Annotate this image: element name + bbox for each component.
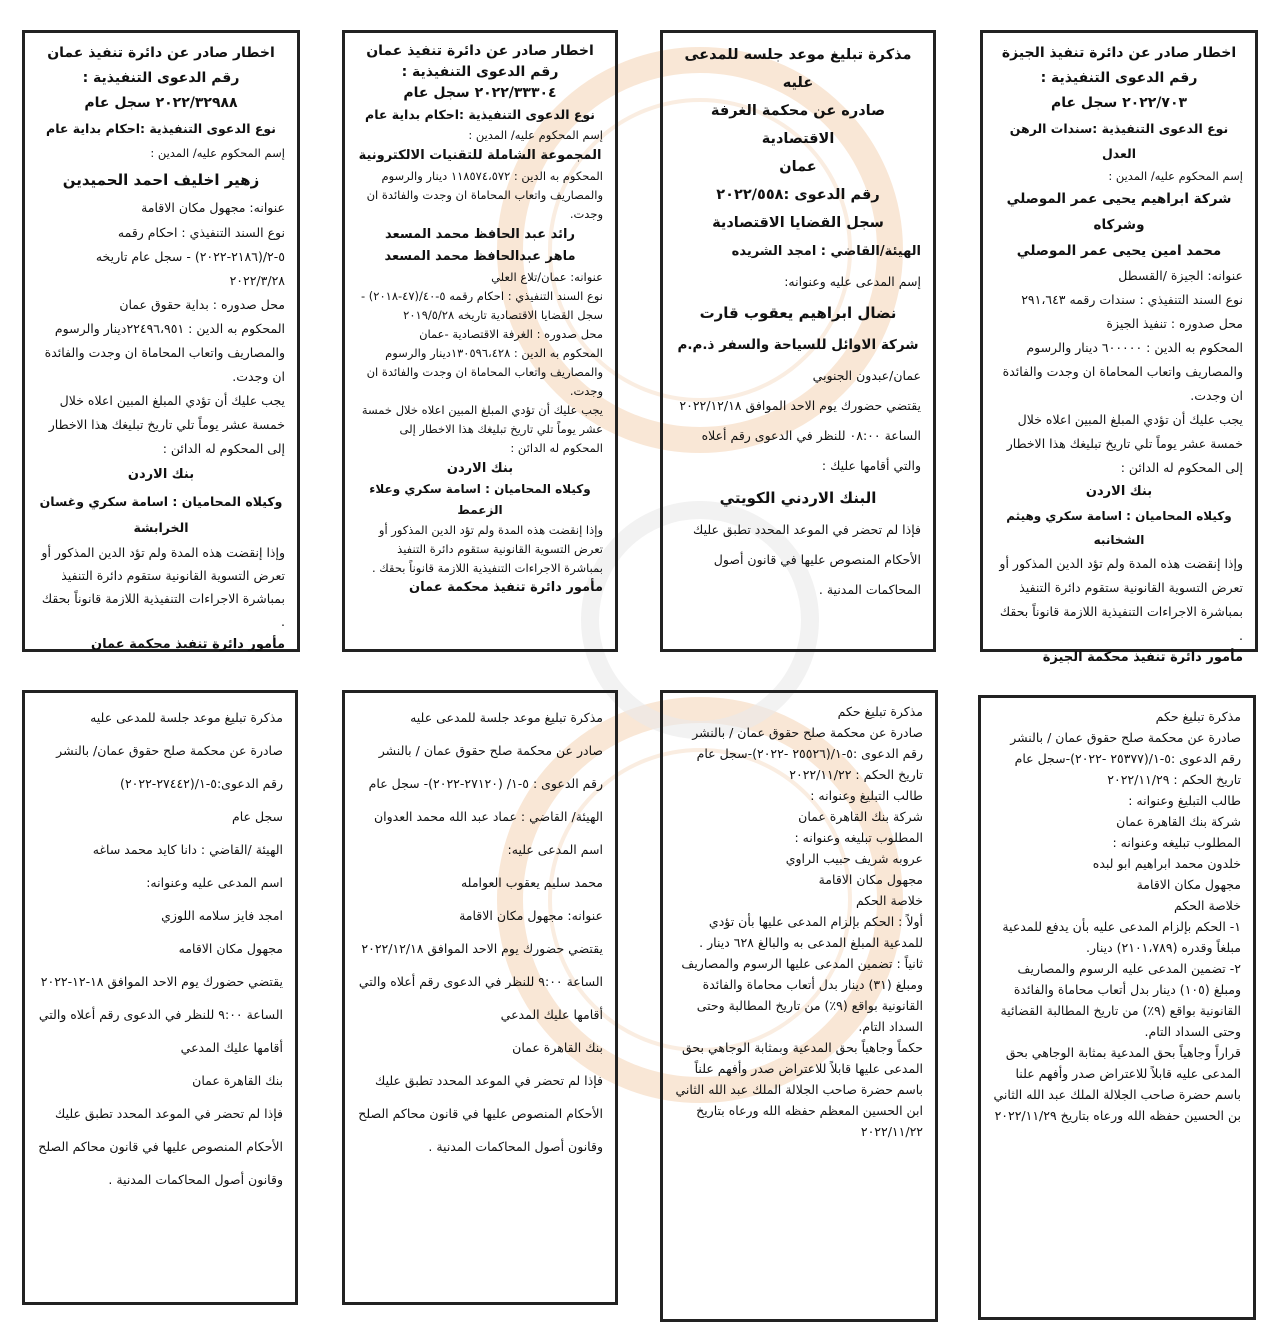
requester-label: طالب التبليغ وعنوانه : <box>1128 793 1241 808</box>
plaintiff: بنك القاهرة عمان <box>512 1040 603 1055</box>
debtor-name: ماهر عبدالحافظ محمد المسعد <box>384 249 576 264</box>
requester: شركة بنك القاهرة عمان <box>798 809 923 824</box>
recipient-address: مجهول مكان الاقامة <box>1136 877 1241 892</box>
creditor: بنك الاردن <box>446 461 514 476</box>
case-number: رقم الدعوى : ٥-١/ (٢٧١٢٠-٢٠٢٢)- سجل عام <box>368 776 603 791</box>
case-number: ٢٠٢٢/٣٢٩٨٨ سجل عام <box>84 95 238 111</box>
debtor-name: رائد عبد الحافظ محمد المسعد <box>385 227 575 242</box>
notice-hearing-27442 <box>22 690 298 1305</box>
case-number: رقم الدعوى:٥-١/(٢٧٤٤٢-٢٠٢٢) <box>120 776 283 791</box>
judge: الهيئة/ القاضي : عماد عبد الله محمد العدوان <box>373 809 603 824</box>
court: صادر عن محكمة صلح حقوق عمان / بالنشر <box>378 743 603 758</box>
case-number: رقم الدعوى :٥-١/(٢٥٥٢٦ -٢٠٢٢)-سجل عام <box>696 746 923 761</box>
recipient-address: مجهول مكان الاقامة <box>818 872 923 887</box>
debtor-name: زهير اخليف احمد الحميدين <box>62 171 260 189</box>
judgment-date: تاريخ الحكم : ٢٠٢٢/١١/٢٢ <box>789 767 923 782</box>
case-number: رقم الدعوى :٥-١/(٢٥٣٧٧ -٢٠٢٢)-سجل عام <box>1014 751 1241 766</box>
notice-header: صادره عن محكمة الغرفة الاقتصادية <box>710 103 886 147</box>
notice-title: مذكرة تبليغ موعد جلسة للمدعى عليه <box>90 710 283 725</box>
creditor: بنك الاردن <box>127 467 195 482</box>
plaintiff: البنك الاردني الكويتي <box>719 489 877 507</box>
debtor-label: إسم المحكوم عليه/ المدين : <box>150 146 285 160</box>
ruling-2: ثانياً : تضمين المدعى عليها الرسوم والمصاريف ومبلغ (٣١) دينار بدل أتعاب محاماة والفائدة القانونية بواقع (٩٪) من تاريخ المطالبة وحتى السداد التام. <box>681 956 923 1034</box>
deed-type: نوع السند التنفيذي : احكام رقمه ٥-٤٠/(٤٧-٢٠١٨) - سجل القضايا الاقتصادية تاريخه ٢٠١٩/٥/٢٨ <box>361 289 603 322</box>
case-registry: سجل القضايا الاقتصادية <box>712 215 884 231</box>
ruling-closing: حكماً وجاهياً بحق المدعية وبمثابة الوجاهي بحق المدعى عليها قابلاً للاعتراض صدر وأفهم علناً باسم حضرة صاحب الجلالة الملك عبد الله الثاني ابن الحسين المعظم حفظه الله ورعاه بتاريخ ٢٠٢٢/١١/٢٢ <box>675 1040 923 1139</box>
case-type: نوع الدعوى التنفيذية :احكام بداية عام <box>46 121 276 136</box>
creditor: بنك الاردن <box>1085 484 1153 499</box>
issued-by: محل صدوره : الغرفة الاقتصادية -عمان <box>419 327 603 341</box>
amount: المحكوم به الدين : ١٣٠٥٩٦،٤٢٨دينار والرسوم والمصاريف واتعاب المحاماة ان وجدت والفائدة ان وجدت. <box>366 346 603 398</box>
debtor-label: إسم المحكوم عليه/ المدين : <box>468 128 603 142</box>
recipient: خلدون محمد ابراهيم ابو لبده <box>1092 856 1241 871</box>
court: صادرة عن محكمة صلح حقوق عمان/ بالنشر <box>56 743 283 758</box>
ruling-2: ٢- تضمين المدعى عليه الرسوم والمصاريف ومبلغ (١٠٥) دينار بدل أتعاب محاماة والفائدة القانونية بواقع (٩٪) من تاريخ المطالبة القضائية وحتى السداد التام. <box>1000 961 1241 1039</box>
judgment-date: تاريخ الحكم : ٢٠٢٢/١١/٢٩ <box>1107 772 1241 787</box>
debtor-name: محمد امين يحيى عمر الموصلي <box>1016 243 1222 259</box>
recipient: عروبه شريف حبيب الراوي <box>785 851 923 866</box>
debtor-label: إسم المحكوم عليه/ المدين : <box>1108 169 1243 183</box>
warning: فإذا لم تحضر في الموعد المحدد تطبق عليك الأحكام المنصوص عليها في قانون محاكم الصلح وقانون أصول المحاكمات المدنية . <box>38 1106 283 1187</box>
plaintiff: بنك القاهرة عمان <box>192 1073 283 1088</box>
payment-instruction: يجب عليك أن تؤدي المبلغ المبين اعلاه خلال خمسة عشر يوماً تلي تاريخ تبليغك هذا الاخطار إلى المحكوم له الدائن : <box>1006 412 1243 475</box>
amount: المحكوم به الدين : ٦٠٠٠٠٠ دينار والرسوم والمصاريف واتعاب المحاماة ان وجدت والفائدة ان وجدت. <box>1002 340 1243 403</box>
deed-type: نوع السند التنفيذي : احكام رقمه ٥-٢/(٢١٨٦-٢٠٢٢) - سجل عام تاريخه ٢٠٢٢/٣/٢٨ <box>95 225 285 288</box>
notice-title: مذكرة تبليغ حكم <box>837 704 923 719</box>
address: عمان/عبدون الجنوبي <box>812 368 921 383</box>
notice-header: رقم الدعوى التنفيذية : <box>401 64 559 80</box>
notice-header: مذكرة تبليغ موعد جلسه للمدعى عليه <box>684 47 912 91</box>
requester: شركة بنك القاهرة عمان <box>1116 814 1241 829</box>
case-number: ٢٠٢٢/٣٣٣٠٤ سجل عام <box>403 85 557 101</box>
defendant-name: نضال ابراهيم يعقوب قارت <box>699 304 897 322</box>
defendant-label: إسم المدعى عليه وعنوانه: <box>784 274 921 289</box>
notice-header: اخطار صادر عن دائرة تنفيذ عمان <box>47 45 275 61</box>
address: عنوانه: مجهول مكان الاقامة <box>141 200 285 215</box>
notice-execution-jiza <box>980 30 1258 665</box>
case-number: رقم الدعوى :٢٠٢٢/٥٥٨ <box>716 187 880 203</box>
recipient-label: المطلوب تبليغه وعنوانه : <box>1112 835 1241 850</box>
summary-label: خلاصة الحكم <box>1173 898 1241 913</box>
notice-header: رقم الدعوى التنفيذية : <box>82 70 240 86</box>
notice-header: رقم الدعوى التنفيذية : <box>1040 70 1198 86</box>
ruling-1: ١- الحكم بإلزام المدعى عليه بأن يدفع للمدعية مبلغاً وقدره (٢١٠١،٧٨٩) دينار. <box>1002 919 1241 955</box>
notice-execution-amman-32988 <box>22 30 300 652</box>
defendant-name: شركة الاوائل للسياحة والسفر ذ.م.م <box>677 337 919 353</box>
amount: المحكوم به الدين : ٢٢٤٩٦،٩٥١دينار والرسوم والمصاريف واتعاب المحاماة ان وجدت والفائدة ان وجدت. <box>44 321 285 384</box>
notice-judgment-25526 <box>660 690 938 1322</box>
notice-header: اخطار صادر عن دائرة تنفيذ عمان <box>366 43 594 59</box>
notice-hearing-27120 <box>342 690 618 1305</box>
warning: وإذا إنقضت هذه المدة ولم تؤد الدين المذكور أو تعرض التسوية القانونية ستقوم دائرة التنفيذ بمباشرة الاجراءات التنفيذية اللازمة قانوناً بحقك . <box>999 556 1243 643</box>
case-number: ٢٠٢٢/٧٠٣ سجل عام <box>1050 95 1188 111</box>
warning: فإذا لم تحضر في الموعد المحدد تطبق عليك الأحكام المنصوص عليها في قانون محاكم الصلح وقانون أصول المحاكمات المدنية . <box>358 1073 603 1154</box>
lawyers: الخرابشة <box>133 520 189 535</box>
hearing-text: يقتضي حضورك يوم الاحد الموافق ٢٠٢٢/١٢/١٨ الساعة ٩:٠٠ للنظر في الدعوى رقم أعلاه والتي أقامها عليك المدعي <box>358 941 603 1022</box>
lawyers: وكيلاه المحاميان : اسامة سكري وعلاء الزعمط <box>369 482 591 517</box>
warning: فإذا لم تحضر في الموعد المحدد تطبق عليك الأحكام المنصوص عليها في قانون أصول المحاكمات المدنية . <box>693 522 921 597</box>
debtor-name: شركة ابراهيم يحيى عمر الموصلي وشركاه <box>1006 191 1232 233</box>
case-registry: سجل عام <box>232 809 283 824</box>
defendant-name: محمد سليم يعقوب العوامله <box>460 875 603 890</box>
defendant-label: اسم المدعى عليه: <box>507 842 603 857</box>
court: صادرة عن محكمة صلح حقوق عمان / بالنشر <box>692 725 923 740</box>
notice-title: مذكرة تبليغ موعد جلسة للمدعى عليه <box>410 710 603 725</box>
payment-instruction: يجب عليك أن تؤدي المبلغ المبين اعلاه خلال خمسة عشر يوماً تلي تاريخ تبليغك هذا الاخطار إلى المحكوم له الدائن : <box>361 403 603 455</box>
hearing-text: يقتضي حضورك يوم الاحد الموافق ٢٠٢٢/١٢/١٨ الساعة ٠٨:٠٠ للنظر في الدعوى رقم أعلاه والتي أقامها عليك : <box>679 398 921 473</box>
address: عنوانه: الجيزة /القسطل <box>1118 268 1243 283</box>
lawyers: وكيلاه المحاميان : اسامة سكري وهيثم الشخانبه <box>1006 509 1232 547</box>
warning: وإذا إنقضت هذه المدة ولم تؤد الدين المذكور أو تعرض التسوية القانونية ستقوم دائرة التنفيذ بمباشرة الاجراءات التنفيذية اللازمة قانوناً بحقك . <box>372 523 603 575</box>
case-type: نوع الدعوى التنفيذية :احكام بداية عام <box>365 107 595 122</box>
issued-by: محل صدوره : بداية حقوق عمان <box>119 297 285 312</box>
ruling-closing: قراراً وجاهياً بحق المدعية بمثابة الوجاهي بحق المدعى عليه قابلاً للاعتراض صدر وأفهم علنا باسم حضرة صاحب الجلالة الملك عبد الله الثاني بن الحسين حفظه الله ورعاه بتاريخ ٢٠٢٢/١١/٢٩ <box>993 1045 1241 1123</box>
notice-hearing-economic-court <box>660 30 936 652</box>
lawyers: وكيلاه المحاميان : اسامة سكري وغسان <box>39 494 283 509</box>
address: مجهول مكان الاقامه <box>178 941 283 956</box>
notice-header: اخطار صادر عن دائرة تنفيذ الجيزة <box>1001 45 1237 61</box>
recipient-label: المطلوب تبليغه وعنوانه : <box>794 830 923 845</box>
case-type: نوع الدعوى التنفيذية :سندات الرهن العدل <box>1009 121 1229 161</box>
payment-instruction: يجب عليك أن تؤدي المبلغ المبين اعلاه خلال خمسة عشر يوماً تلي تاريخ تبليغك هذا الاخطار إلى المحكوم له الدائن : <box>48 393 285 456</box>
judge: الهيئة/القاضي : امجد الشريده <box>731 244 921 259</box>
issued-by: محل صدوره : تنفيذ الجيزة <box>1106 316 1243 331</box>
signature: مأمور دائرة تنفيذ محكمة عمان <box>409 580 603 595</box>
address: عنوانه: مجهول مكان الاقامة <box>459 908 603 923</box>
requester-label: طالب التبليغ وعنوانه : <box>810 788 923 803</box>
summary-label: خلاصة الحكم <box>855 893 923 908</box>
deed-type: نوع السند التنفيذي : سندات رقمه ٢٩١،٦٤٣ <box>1021 292 1243 307</box>
judge: الهيئة /القاضي : دانا كايد محمد ساغه <box>92 842 283 857</box>
signature: مأمور دائرة تنفيذ محكمة عمان <box>91 637 285 652</box>
notice-title: مذكرة تبليغ حكم <box>1155 709 1241 724</box>
debtor-company: المجموعة الشاملة للتقنيات الالكترونية <box>358 148 602 163</box>
notice-judgment-25377 <box>978 695 1256 1320</box>
defendant-label: اسم المدعى عليه وعنوانه: <box>146 875 283 890</box>
defendant-name: امجد فايز سلامه اللوزي <box>161 908 283 923</box>
notice-header: عمان <box>779 159 817 175</box>
ruling-1: أولاً : الحكم بإلزام المدعى عليها بأن تؤدي للمدعية المبلغ المدعى به والبالغ ٦٢٨ دينار . <box>699 914 923 950</box>
court: صادرة عن محكمة صلح حقوق عمان / بالنشر <box>1010 730 1241 745</box>
address: عنوانه: عمان/تلاع العلي <box>491 270 603 284</box>
warning: وإذا إنقضت هذه المدة ولم تؤد الدين المذكور أو تعرض التسوية القانونية ستقوم دائرة التنفيذ بمباشرة الاجراءات التنفيذية اللازمة قانوناً بحقك . <box>41 545 285 629</box>
signature: مأمور دائرة تنفيذ محكمة الجيزة <box>1042 650 1243 665</box>
amount: المحكوم به الدين : ١١٨٥٧٤،٥٧٢ دينار والرسوم والمصاريف واتعاب المحاماة ان وجدت والفائدة ان وجدت. <box>366 169 603 221</box>
hearing-text: يقتضي حضورك يوم الاحد الموافق ١٨-١٢-٢٠٢٢ الساعة ٩:٠٠ للنظر في الدعوى رقم أعلاه والتي أقامها عليك المدعي <box>38 974 283 1055</box>
notice-execution-amman-33304 <box>342 30 618 652</box>
